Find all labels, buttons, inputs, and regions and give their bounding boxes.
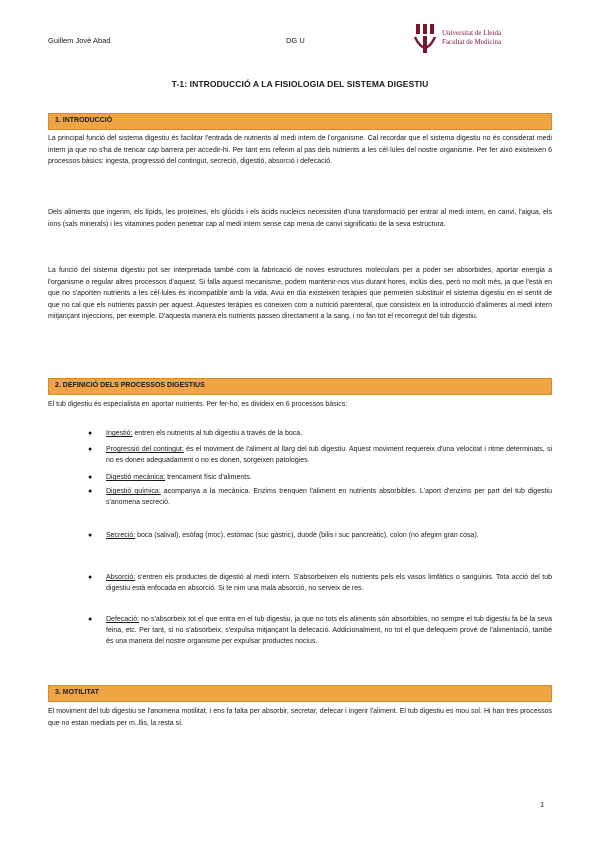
section-heading-text: 1. INTRODUCCIÓ [55, 117, 113, 124]
bullet-icon: ● [88, 488, 93, 495]
bullet-icon: ● [88, 574, 93, 581]
paragraph: La principal funció del sistema digestiu és facilitar l'entrada de nutrients al medi intern de l'organisme. Cal recordar que el sistema digestiu no és considerat medi intern ja que no s'ha de trencar cap barrera per accedir-hi. Per tant ens referim al pas dels nutrients a les cèl·lules del nostre organisme. Per fer això existeixen 6 processos bàsics: ingesta, progressió del contingut, secreció, digestió, absorció i defecació. [48, 135, 552, 166]
section-heading-text: 3. MOTILITAT [55, 689, 100, 696]
university-emblem-icon [412, 24, 438, 58]
section-heading-introduccio [48, 113, 552, 130]
logo-line-faculty: Facultat de Medicina [442, 38, 502, 46]
bullet-icon: ● [88, 532, 93, 539]
logo-line-university: Universitat de Lleida [442, 29, 502, 37]
process-term: Ingestió: [106, 430, 133, 437]
author-name: Guillem Jové Abad [48, 36, 111, 45]
paragraph: El tub digestiu és especialista en aportar nutrients. Per fer-ho, es divideix en 6 processos bàsics: [48, 401, 348, 408]
process-description: boca (salival), esòfag (moc), estómac (suc gàstric), duodè (bilis i suc pancreàtic), colon (no afegim gran cosa). [135, 532, 479, 539]
process-description: trencament físic d'aliments. [165, 474, 252, 481]
process-description: no s'absorbeix tot el que entra en el tub digestiu, ja que no tots els aliments són absorbibles, no sempre el tub digestiu fa bé la seva feina, etc. Per tant, si no s'absorbeix, s'expulsa mitjançant la defecació. Addicionalment, no tot el que defequem prové de l'alimentació, també és una manera del nostre organisme per expulsar productes nocius. [106, 616, 552, 646]
bullet-icon: ● [88, 616, 93, 623]
process-term: Secreció: [106, 532, 136, 539]
paragraph: El moviment del tub digestiu se l'anomena motilitat, i ens fa falta per absorbir, secretar, defecar i ingerir l'aliment. El tub digestiu es mou sol. Hi han tres processos que no estan mediats per m..llis, la resta sí. [48, 708, 552, 727]
bullet-icon: ● [88, 474, 93, 481]
paragraph: Dels aliments que ingerim, els lípids, les proteïnes, els glúcids i els àcids nucleics necessiten d'una transformació per entrar al medi intern, en canvi, l'aigua, els ions (sals minerals) i les vitamines poden penetrar cap al medi intern sense cap mena de canvi significatiu de la seva estructura. [48, 209, 552, 228]
section-heading-motilitat [48, 685, 552, 702]
section-heading-text: 2. DEFINICIÓ DELS PROCESSOS DIGESTIUS [55, 382, 205, 389]
bullet-icon: ● [88, 430, 93, 437]
bullet-icon: ● [88, 446, 93, 453]
document-title: T-1: INTRODUCCIÓ A LA FISIOLOGIA DEL SISTEMA DIGESTIU [171, 79, 429, 89]
process-term: Digestió mecànica: [106, 474, 166, 481]
logo-text [442, 29, 501, 47]
process-description: entren els nutrients al tub digestiu a través de la boca. [132, 430, 303, 437]
process-description: s'entren els productes de digestió al medi intern. S'absorbeixen els nutrients pels els vasos limfàtics o sanguinis. Tota acció del tub digestiu està enfocada en absorció. Si te nim una mala absorció, no serveix de res. [106, 574, 552, 593]
course-code: DG U [286, 36, 305, 45]
page-number: 1 [540, 800, 545, 809]
process-term: Digestió química: [106, 488, 161, 495]
page-header [48, 24, 552, 64]
process-term: Absorció: [106, 574, 136, 581]
process-term: Defecació: [106, 616, 140, 623]
section-heading-processos [48, 378, 552, 395]
university-logo [412, 24, 552, 60]
process-description: acompanya a la mecànica. Enzims trenquen l'aliment en nutrients absorbibles. L'aport d'enzims per part del tub digestiu s'anomena secreció. [106, 488, 552, 507]
process-term: Progressió del contingut: [106, 446, 184, 453]
paragraph: La funció del sistema digestiu pot ser interpretada també com la fabricació de noves estructures moleculars per a poder ser absorbides, aportar energia a l'organisme o regular altres processos d'aquest. Si falla aquest mecanisme, podem mantenir-nos vius durant hores, inclús dies, però no molt més, ja que l'està en que no s'aporten nutrients a les cèl·lules és incompatible amb la vida. Avui en dia existeixen teràpies que permeten substituir el sistema digestiu en el sentit de que no cal que els nutrients passin per aquest. Aquestes teràpies es coneixen com a nutrició parenteral, que consisteix en la introducció d'aliments al medi intern mitjançant injeccions, per exemple. D'aquesta manera els nutrients passen directament a la sang, i no fan tot el recorregut del tub digestiu. [48, 267, 552, 321]
process-description: és el moviment de l'aliment al llarg del tub digestiu. Aquest moviment requereix d'una velocitat i ritme determinats, si no es donen adequadament o no es donen, sorgeixen patologies. [106, 446, 552, 465]
